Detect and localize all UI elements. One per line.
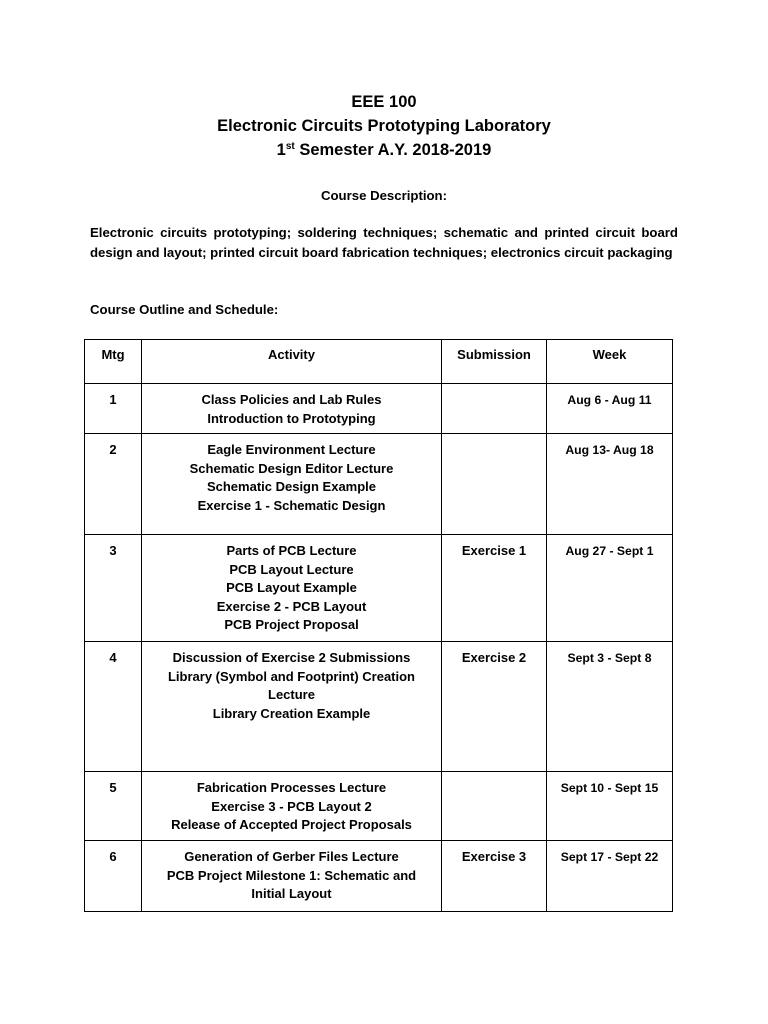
activity-cell — [142, 841, 442, 912]
semester-number: 1 — [276, 141, 286, 159]
activity-line: PCB Project Milestone 1: Schematic and — [166, 867, 417, 883]
week-cell: Aug 13- Aug 18 — [547, 434, 673, 535]
week-cell: Sept 17 - Sept 22 — [547, 841, 673, 912]
activity-line: Class Policies and Lab Rules — [201, 392, 382, 407]
submission-cell — [442, 384, 547, 434]
activity-line: Schematic Design Example — [206, 479, 377, 494]
activity-line: PCB Layout Example — [226, 580, 357, 595]
course-description-text: Electronic circuits prototyping; soldering techniques; schematic and printed circuit board design and layout; printed circuit board fabrication techniques; electronics circuit packaging — [90, 225, 678, 260]
table-row — [85, 642, 673, 772]
activity-line: Library Creation Example — [212, 705, 371, 721]
activity-line: Fabrication Processes Lecture — [196, 780, 387, 795]
activity-line: Discussion of Exercise 2 Submissions — [172, 650, 411, 665]
activity-line: Lecture — [268, 687, 315, 702]
table-row — [85, 434, 673, 535]
submission-cell: Exercise 2 — [442, 642, 547, 772]
schedule-header-row — [85, 340, 673, 384]
table-row — [85, 772, 673, 841]
activity-line: PCB Project Proposal — [224, 617, 359, 632]
mtg-cell: 6 — [85, 841, 142, 912]
activity-cell — [142, 642, 442, 772]
activity-cell — [142, 535, 442, 642]
course-code: EEE 100 — [351, 93, 417, 111]
semester-text: Semester A.Y. 2018-2019 — [294, 141, 492, 159]
schedule-table — [84, 339, 673, 912]
week-cell: Sept 3 - Sept 8 — [547, 642, 673, 772]
submission-cell: Exercise 1 — [442, 535, 547, 642]
activity-cell — [142, 434, 442, 535]
mtg-cell: 5 — [85, 772, 142, 841]
mtg-cell: 4 — [85, 642, 142, 772]
semester-ordinal-suffix: st — [285, 141, 295, 152]
column-header-submission: Submission — [442, 340, 547, 384]
course-title: Electronic Circuits Prototyping Laboratory — [217, 117, 551, 135]
mtg-cell: 3 — [85, 535, 142, 642]
week-cell: Aug 27 - Sept 1 — [547, 535, 673, 642]
activity-line: Generation of Gerber Files Lecture — [184, 849, 399, 864]
table-row — [85, 535, 673, 642]
table-row — [85, 384, 673, 434]
week-cell: Sept 10 - Sept 15 — [547, 772, 673, 841]
mtg-cell: 1 — [85, 384, 142, 434]
submission-cell — [442, 434, 547, 535]
activity-cell — [142, 772, 442, 841]
mtg-cell: 2 — [85, 434, 142, 535]
activity-line: Parts of PCB Lecture — [226, 543, 357, 558]
column-header-week: Week — [547, 340, 673, 384]
course-outline-label: Course Outline and Schedule: — [90, 302, 279, 317]
table-row — [85, 841, 673, 912]
course-description-label: Course Description: — [320, 188, 448, 203]
submission-cell: Exercise 3 — [442, 841, 547, 912]
activity-line: Library (Symbol and Footprint) Creation — [167, 668, 415, 684]
activity-line: Exercise 1 - Schematic Design — [197, 497, 386, 513]
activity-line: Release of Accepted Project Proposals — [171, 817, 412, 832]
activity-line: Eagle Environment Lecture — [207, 442, 376, 457]
activity-line: Exercise 3 - PCB Layout 2 — [211, 798, 372, 814]
activity-cell — [142, 384, 442, 434]
activity-line: Schematic Design Editor Lecture — [189, 460, 394, 476]
column-header-activity: Activity — [142, 340, 442, 384]
activity-line: Exercise 2 - PCB Layout — [216, 598, 367, 614]
activity-line: PCB Layout Lecture — [229, 561, 354, 577]
week-cell: Aug 6 - Aug 11 — [547, 384, 673, 434]
column-header-mtg: Mtg — [85, 340, 142, 384]
submission-cell — [442, 772, 547, 841]
activity-line: Introduction to Prototyping — [207, 410, 376, 426]
semester-line — [0, 141, 768, 160]
activity-line: Initial Layout — [251, 886, 332, 901]
